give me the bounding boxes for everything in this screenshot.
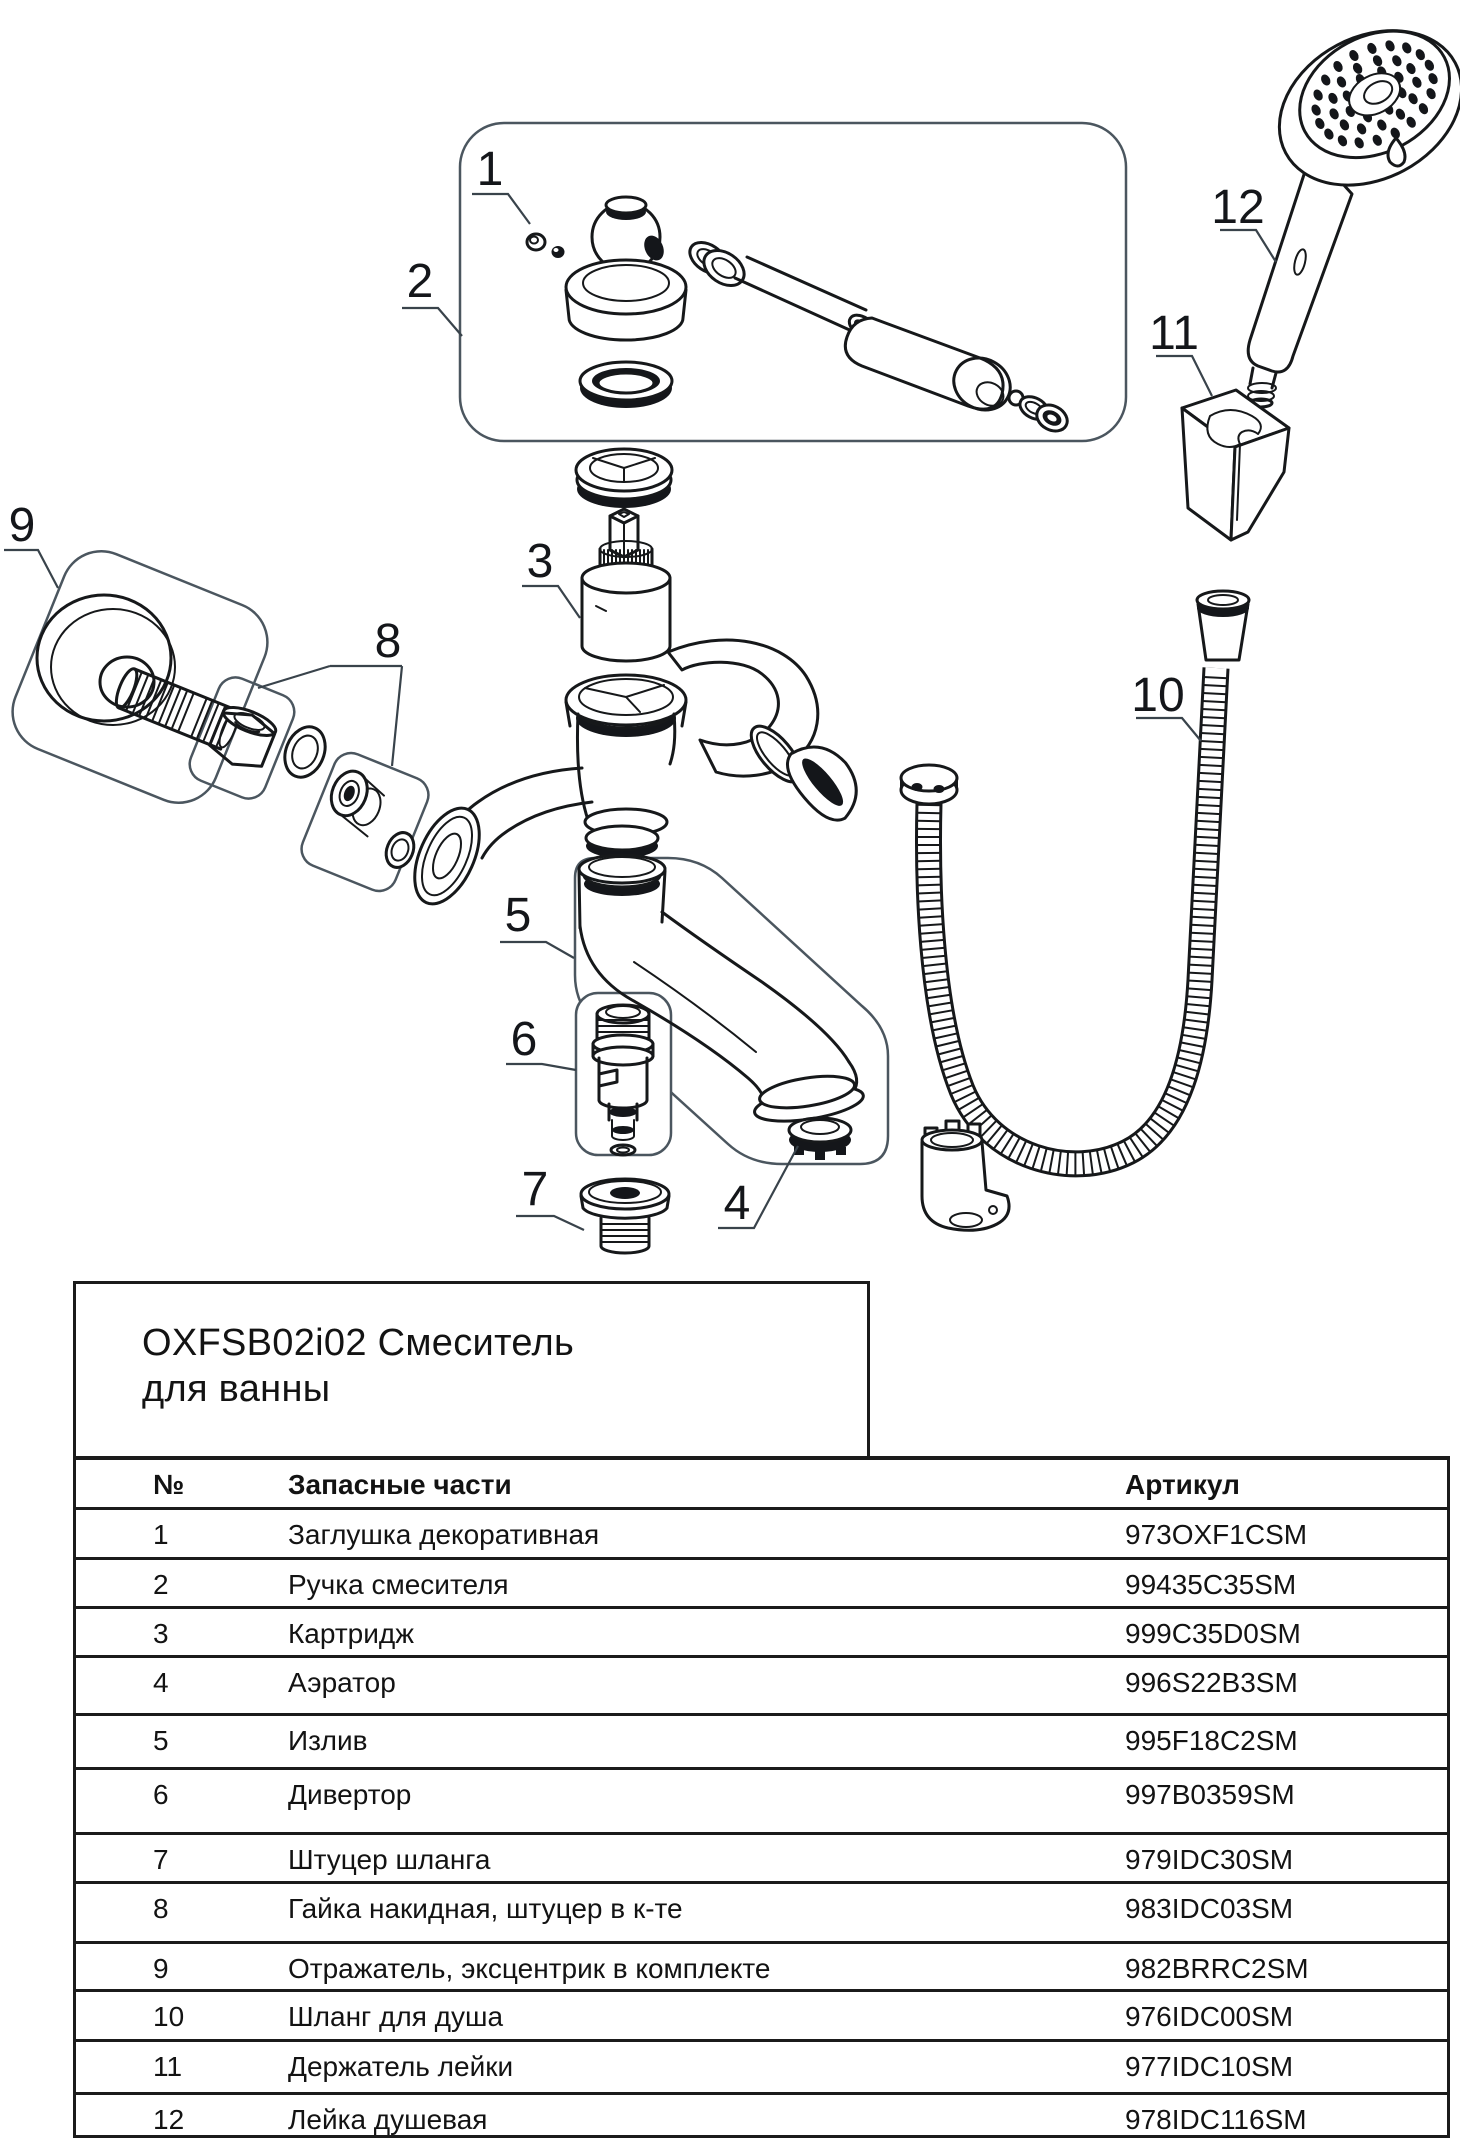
table-row bbox=[76, 1884, 1447, 1944]
cell-num: 11 bbox=[76, 2051, 288, 2082]
callout-12-label: 12 bbox=[1211, 181, 1264, 234]
callout-12 bbox=[1211, 181, 1276, 262]
table-row bbox=[76, 1835, 1447, 1884]
table-row bbox=[76, 1510, 1447, 1560]
callout-6 bbox=[506, 1013, 576, 1070]
callout-2 bbox=[402, 255, 462, 336]
product-title-line2: для ванны bbox=[142, 1366, 847, 1412]
aerator bbox=[789, 1118, 851, 1160]
callout-1 bbox=[472, 143, 530, 224]
callout-9-label: 9 bbox=[9, 499, 36, 552]
cell-article: 983IDC03SM bbox=[1125, 1893, 1447, 1924]
callout-3-label: 3 bbox=[527, 535, 554, 588]
callout-4 bbox=[718, 1146, 798, 1230]
product-title-line1: OXFSB02i02 Смеситель bbox=[142, 1320, 847, 1366]
cell-num: 3 bbox=[76, 1618, 288, 1649]
product-title-box bbox=[73, 1281, 870, 1456]
callout-9 bbox=[4, 499, 58, 588]
cell-article: 979IDC30SM bbox=[1125, 1844, 1447, 1875]
table-header-row bbox=[76, 1460, 1447, 1510]
cell-num: 9 bbox=[76, 1953, 288, 1984]
shower-head bbox=[1248, 0, 1460, 407]
cartridge bbox=[582, 509, 670, 661]
callout-5 bbox=[500, 889, 574, 958]
cell-part: Штуцер шланга bbox=[288, 1844, 1125, 1875]
cell-article: 999C35D0SM bbox=[1125, 1618, 1447, 1649]
cell-num: 4 bbox=[76, 1667, 288, 1698]
cell-num: 12 bbox=[76, 2104, 288, 2135]
cell-part: Держатель лейки bbox=[288, 2051, 1125, 2082]
cell-num: 5 bbox=[76, 1725, 288, 1756]
table-row bbox=[76, 1944, 1447, 1992]
cap-nut bbox=[206, 702, 279, 775]
callout-4-label: 4 bbox=[724, 1177, 751, 1230]
header-article: Артикул bbox=[1125, 1469, 1447, 1500]
handle-assembly bbox=[527, 197, 1072, 436]
header-num: № bbox=[76, 1469, 288, 1500]
cell-num: 8 bbox=[76, 1893, 288, 1924]
cell-part: Картридж bbox=[288, 1618, 1125, 1649]
callout-10-label: 10 bbox=[1131, 669, 1184, 722]
hose-adapter bbox=[581, 1179, 669, 1253]
cell-article: 973OXF1CSM bbox=[1125, 1519, 1447, 1550]
callout-3 bbox=[522, 535, 580, 618]
cell-part: Заглушка декоративная bbox=[288, 1519, 1125, 1550]
cell-part: Шланг для душа bbox=[288, 2001, 1125, 2032]
callout-5-label: 5 bbox=[505, 889, 532, 942]
cell-article: 99435C35SM bbox=[1125, 1569, 1447, 1600]
cell-part: Излив bbox=[288, 1725, 1125, 1756]
callout-11 bbox=[1149, 307, 1212, 396]
escutcheon bbox=[37, 595, 175, 725]
cell-part: Дивертор bbox=[288, 1779, 1125, 1810]
cell-part: Лейка душевая bbox=[288, 2104, 1125, 2135]
cell-num: 1 bbox=[76, 1519, 288, 1550]
cell-num: 6 bbox=[76, 1779, 288, 1810]
cell-num: 7 bbox=[76, 1844, 288, 1875]
table-row bbox=[76, 1716, 1447, 1770]
cell-article: 976IDC00SM bbox=[1125, 2001, 1447, 2032]
table-row bbox=[76, 2042, 1447, 2095]
parts-table bbox=[73, 1456, 1450, 2138]
callout-10 bbox=[1131, 669, 1201, 741]
cell-part: Аэратор bbox=[288, 1667, 1125, 1698]
cell-article: 982BRRC2SM bbox=[1125, 1953, 1447, 1984]
cell-part: Отражатель, эксцентрик в комплекте bbox=[288, 1953, 1125, 1984]
table-row bbox=[76, 1609, 1447, 1658]
shower-holder bbox=[1182, 390, 1289, 540]
callout-6-label: 6 bbox=[511, 1013, 538, 1066]
cartridge-retainer bbox=[576, 449, 672, 508]
cell-article: 978IDC116SM bbox=[1125, 2104, 1447, 2135]
table-row bbox=[76, 1992, 1447, 2042]
callout-7 bbox=[516, 1163, 584, 1230]
cell-article: 997B0359SM bbox=[1125, 1779, 1447, 1810]
callout-7-label: 7 bbox=[522, 1163, 549, 1216]
hose-union bbox=[321, 766, 389, 837]
table-row bbox=[76, 2095, 1447, 2141]
nut-box bbox=[184, 672, 299, 804]
cell-article: 977IDC10SM bbox=[1125, 2051, 1447, 2082]
table-row bbox=[76, 1658, 1447, 1716]
header-parts: Запасные части bbox=[288, 1469, 1125, 1500]
cell-num: 2 bbox=[76, 1569, 288, 1600]
callout-1-label: 1 bbox=[477, 143, 504, 196]
table-row bbox=[76, 1770, 1447, 1835]
cell-article: 995F18C2SM bbox=[1125, 1725, 1447, 1756]
eccentric bbox=[112, 666, 242, 751]
cell-part: Ручка смесителя bbox=[288, 1569, 1125, 1600]
callout-2-label: 2 bbox=[407, 255, 434, 308]
shower-hose bbox=[901, 591, 1249, 1176]
handle-group-box bbox=[460, 123, 1126, 441]
callout-8 bbox=[258, 615, 402, 766]
cell-part: Гайка накидная, штуцер в к-те bbox=[288, 1893, 1125, 1924]
callout-11-label: 11 bbox=[1149, 307, 1199, 360]
table-row bbox=[76, 1560, 1447, 1609]
washer-1 bbox=[278, 721, 333, 783]
cell-article: 996S22B3SM bbox=[1125, 1667, 1447, 1698]
callout-8-label: 8 bbox=[375, 615, 402, 668]
cell-num: 10 bbox=[76, 2001, 288, 2032]
